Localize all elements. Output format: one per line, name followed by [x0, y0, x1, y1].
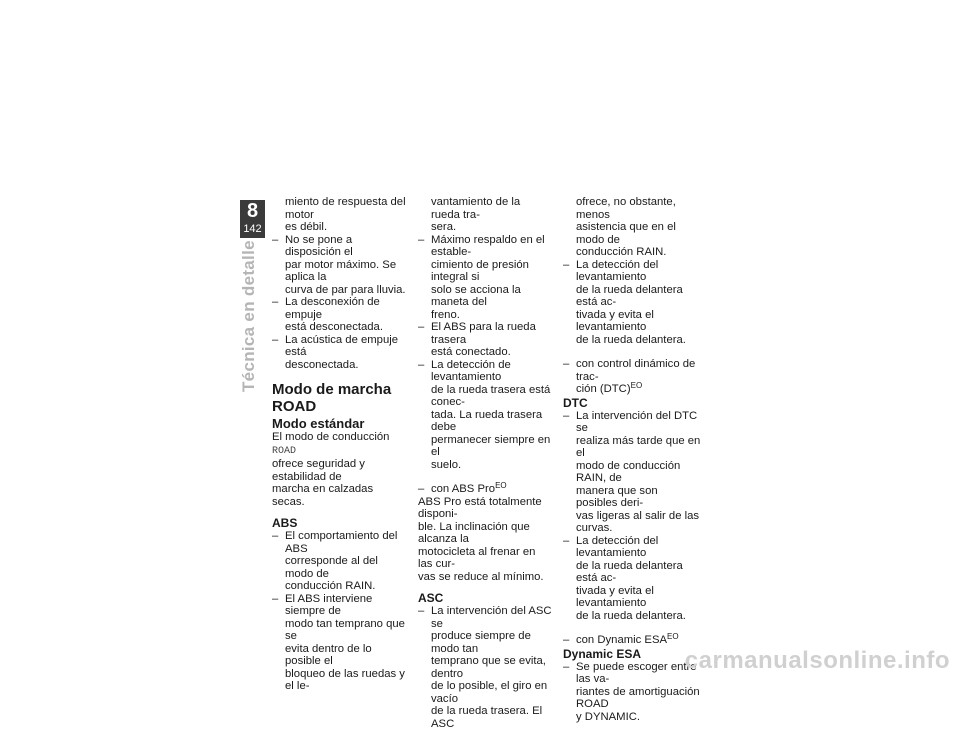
continued-text — [563, 196, 701, 259]
dash-marker: – — [272, 333, 279, 346]
dtc-heading: DTC — [563, 395, 588, 410]
text-line: bloqueo de las ruedas y el le- — [285, 667, 405, 692]
list-item — [272, 334, 408, 372]
dash-marker: – — [563, 660, 570, 673]
equipment-option — [563, 358, 701, 396]
text-line: No se pone a disposición el — [285, 233, 353, 258]
text-line: ble. La inclinación que alcanza la — [418, 520, 530, 545]
text-line: está desconectada. — [285, 321, 383, 333]
paragraph — [418, 496, 552, 584]
text-line: La desconexión de empuje — [285, 296, 380, 321]
list-item — [418, 321, 552, 359]
list-item — [272, 593, 408, 693]
text-line: desconectada. — [285, 358, 359, 371]
list-item — [563, 535, 701, 623]
section-heading: Modo de marcha ROAD — [272, 381, 392, 415]
text-line: El comportamiento del ABS — [285, 530, 398, 555]
option-superscript: EO — [667, 632, 679, 641]
bullet-list — [272, 530, 408, 693]
text-line: solo se acciona la maneta del — [431, 283, 521, 308]
text-line: evita dentro de lo posible el — [285, 642, 372, 667]
equipment-option — [563, 634, 701, 647]
dash-marker: – — [563, 358, 570, 370]
list-item — [563, 259, 701, 347]
dash-marker: – — [418, 605, 425, 617]
text-line: La detección del levantamiento — [576, 534, 659, 559]
dash-marker: – — [563, 634, 570, 646]
list-item — [418, 359, 552, 472]
text-line: ABS Pro está totalmente disponi- — [418, 495, 542, 520]
option-superscript: EO — [495, 481, 507, 490]
dash-marker: – — [418, 483, 425, 495]
abs-heading: ABS — [272, 516, 298, 530]
page-number: 142 — [243, 223, 262, 235]
list-item — [563, 661, 701, 724]
text-line: permanecer siempre en el — [431, 433, 551, 458]
text-line: ofrece, no obstante, menos — [576, 196, 676, 221]
text-line: de la rueda delantera. — [576, 333, 686, 346]
dash-marker: – — [563, 534, 570, 547]
column-1 — [272, 196, 408, 693]
bullet-list — [418, 234, 552, 472]
text-line: modo tan temprano que se — [285, 617, 405, 642]
text-line: Máximo respaldo en el estable- — [431, 233, 545, 258]
mode-name: ROAD — [272, 445, 297, 457]
text-line: con control dinámico de trac- — [576, 358, 696, 383]
text-line: de la rueda delantera está ac- — [576, 559, 683, 584]
continued-text — [418, 196, 552, 234]
option-label — [576, 358, 695, 395]
dash-marker: – — [272, 233, 279, 246]
subsection-heading: Modo estándar — [272, 416, 365, 431]
text-line: temprano que se evita, dentro — [431, 655, 546, 680]
text-line: miento de respuesta del motor — [285, 196, 406, 221]
side-section-title: Técnica en detalle — [239, 240, 258, 392]
text-line: de la rueda delantera está ac- — [576, 283, 683, 308]
bullet-list — [563, 661, 701, 724]
list-item — [418, 234, 552, 322]
dash-marker: – — [563, 409, 570, 422]
text-line: ofrece seguridad y estabilidad de — [272, 458, 365, 483]
text-line: La detección del levantamiento — [576, 258, 659, 283]
dash-marker: – — [418, 233, 425, 246]
text-line: motocicleta al frenar en las cur- — [418, 545, 536, 570]
list-item — [272, 530, 408, 593]
text-line: y DYNAMIC. — [576, 710, 641, 723]
bullet-list — [272, 234, 408, 372]
text-line: La intervención del ASC se — [431, 605, 552, 630]
dash-marker: – — [418, 321, 425, 333]
text-line: El ABS para la rueda trasera — [431, 321, 536, 346]
watermark-text: carmanualsonline.info — [684, 647, 950, 674]
dash-marker: – — [272, 592, 279, 605]
asc-heading: ASC — [418, 591, 444, 605]
bullet-list — [563, 259, 701, 347]
text-line: La acústica de empuje está — [285, 333, 399, 358]
text-line: La detección de levantamiento — [431, 358, 511, 383]
text-line: tivada y evita el levantamiento — [576, 308, 654, 333]
text-line: modo de conducción RAIN, de — [576, 459, 681, 484]
text-line: vas ligeras al salir de las curvas. — [576, 509, 700, 534]
text-line: suelo. — [431, 458, 462, 471]
list-item — [272, 296, 408, 334]
text-line: ción (DTC) — [576, 383, 631, 395]
dash-marker: – — [563, 258, 570, 271]
text-line: vas se reduce al mínimo. — [418, 570, 544, 583]
bullet-list — [418, 605, 552, 730]
text-line: marcha en calzadas secas. — [272, 483, 374, 508]
paragraph-text: El modo de conducción — [272, 431, 390, 443]
equipment-option — [418, 483, 552, 496]
text-line: tivada y evita el levantamiento — [576, 584, 654, 609]
text-line: riantes de amortiguación ROAD — [576, 685, 700, 710]
text-line: conducción RAIN. — [285, 580, 376, 592]
esa-heading: Dynamic ESA — [563, 646, 642, 661]
list-item — [272, 234, 408, 297]
dash-marker: – — [272, 530, 279, 542]
text-line: Se puede escoger entre las va- — [576, 660, 697, 685]
option-superscript: EO — [630, 381, 643, 390]
list-item — [563, 410, 701, 535]
text-line: está conectado. — [431, 346, 511, 358]
paragraph-rest — [272, 458, 373, 508]
paragraph — [272, 431, 408, 508]
text-line: de la rueda delantera. — [576, 609, 686, 622]
continued-text — [272, 196, 408, 234]
text-line: de la rueda trasera. El ASC — [431, 705, 543, 730]
text-line: es débil. — [285, 221, 328, 233]
text-line: cimiento de presión integral si — [431, 258, 529, 283]
bullet-list — [563, 410, 701, 623]
text-line: realiza más tarde que en el — [576, 434, 701, 459]
list-item — [418, 605, 552, 730]
option-label: con Dynamic ESA — [576, 634, 668, 646]
text-line: asistencia que en el modo de — [576, 221, 676, 246]
dash-marker: – — [418, 358, 425, 371]
column-3 — [563, 196, 701, 723]
text-line: curva de par para lluvia. — [285, 283, 406, 296]
text-line: produce siempre de modo tan — [431, 630, 531, 655]
text-line: par motor máximo. Se aplica la — [285, 258, 397, 283]
text-line: vantamiento de la rueda tra- — [431, 196, 521, 221]
text-line: sera. — [431, 221, 457, 233]
text-line: corresponde al del modo de — [285, 555, 378, 580]
text-line: manera que son posibles deri- — [576, 484, 658, 509]
text-line: La intervención del DTC se — [576, 409, 698, 434]
text-line: de lo posible, el giro en vacío — [431, 680, 548, 705]
chapter-badge — [240, 200, 265, 238]
text-line: conducción RAIN. — [576, 246, 667, 258]
column-2 — [418, 196, 552, 730]
text-line: freno. — [431, 308, 460, 321]
dash-marker: – — [272, 296, 279, 308]
text-line: tada. La rueda trasera debe — [431, 408, 543, 433]
text-line: El ABS interviene siempre de — [285, 592, 373, 617]
option-label: con ABS Pro — [431, 483, 496, 495]
text-line: de la rueda trasera está conec- — [431, 383, 551, 408]
chapter-number: 8 — [246, 200, 259, 222]
